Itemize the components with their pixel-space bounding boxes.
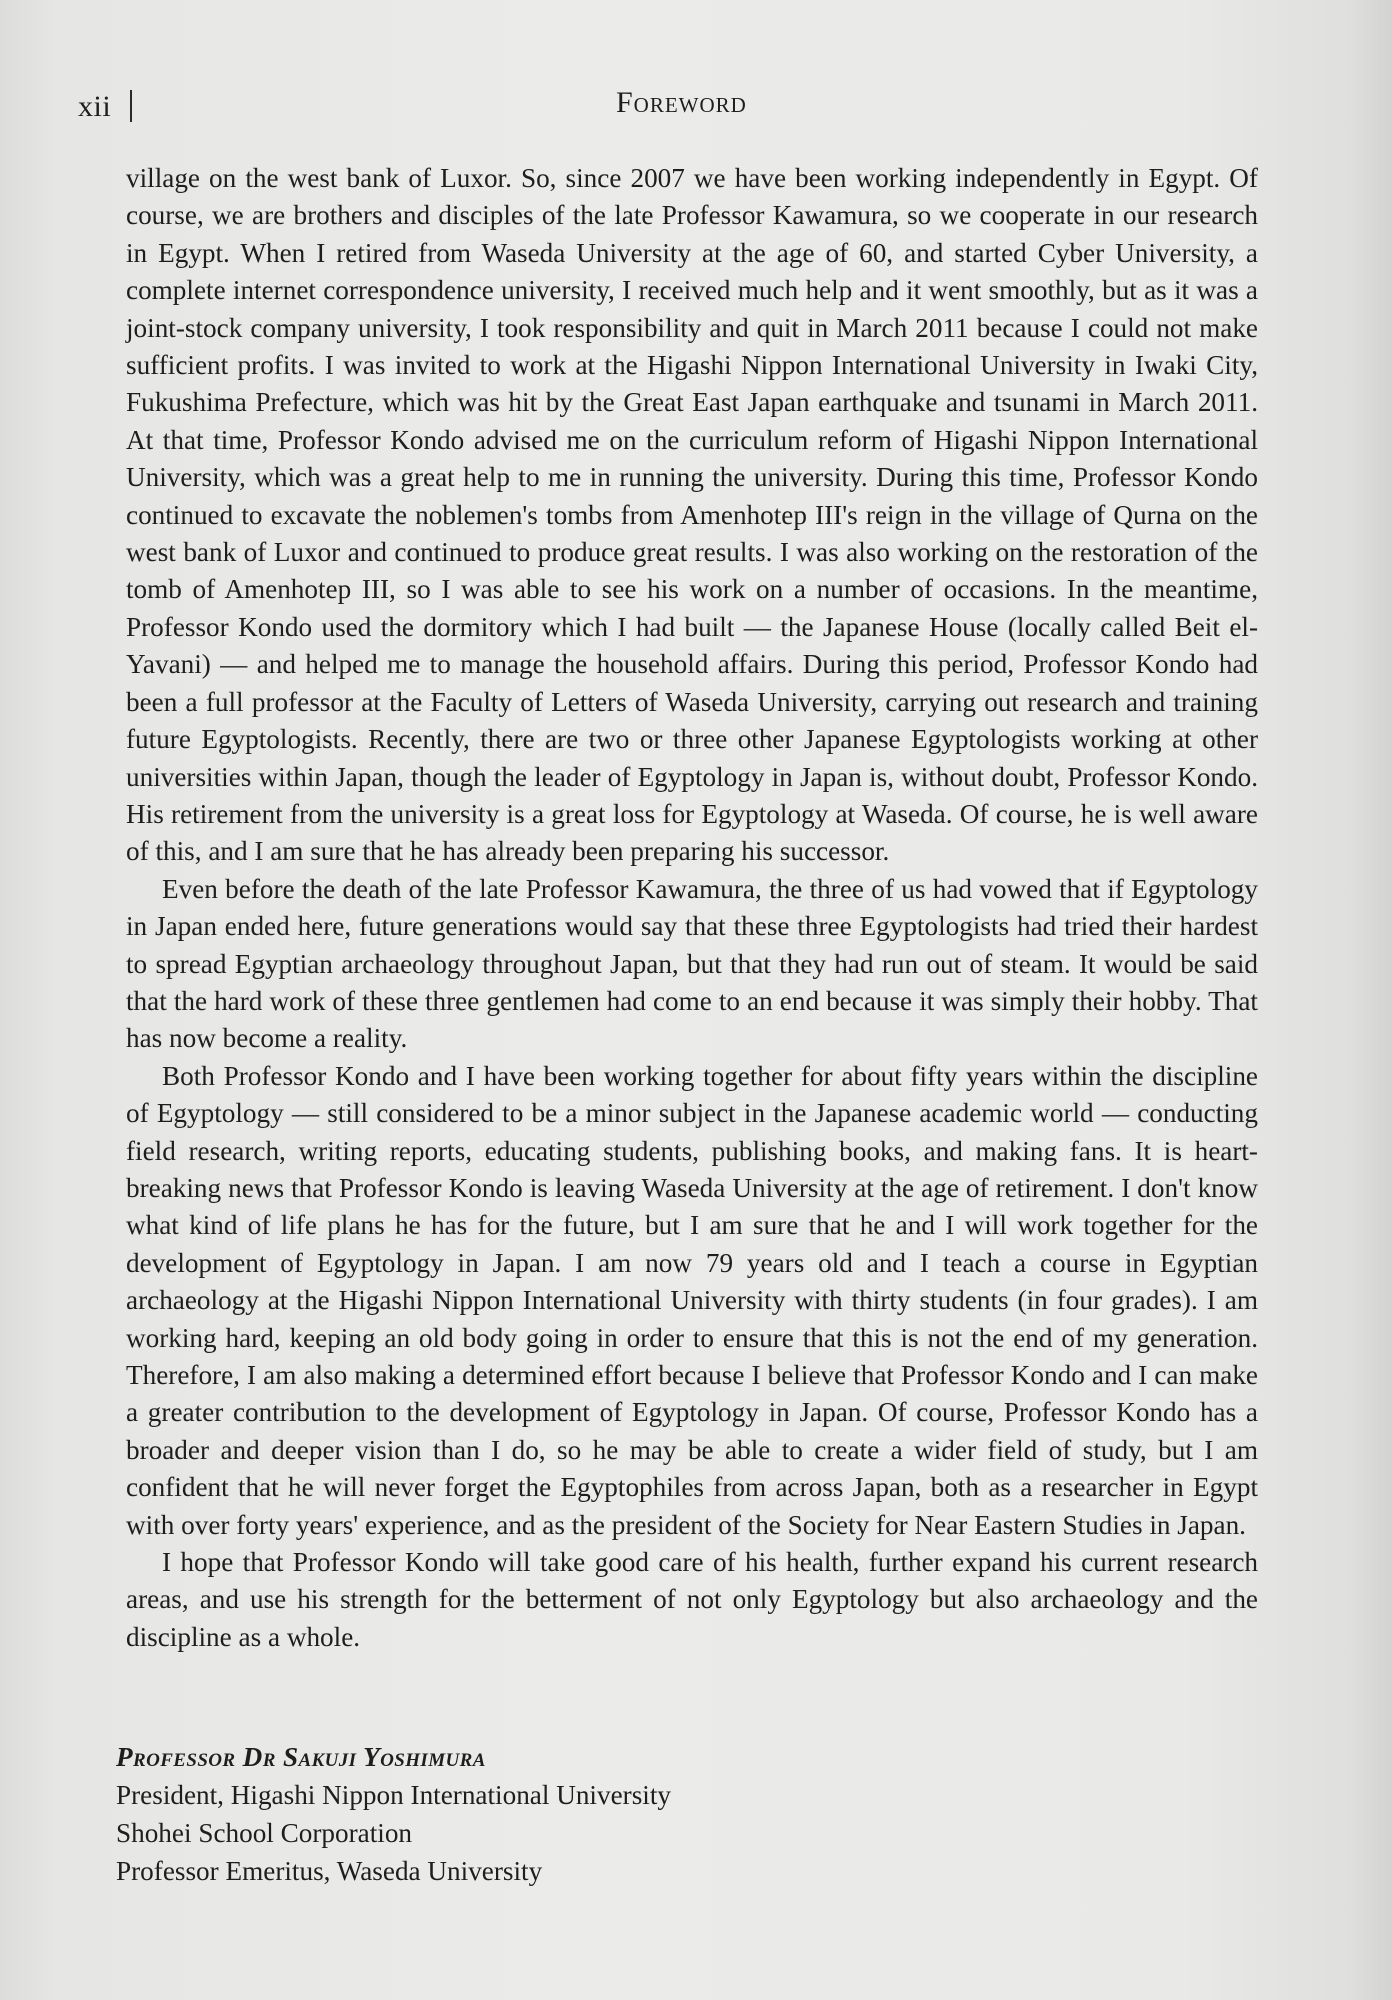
- paragraph-continued: village on the west bank of Luxor. So, since 2007 we have been working independently in Egypt. Of course, we are brothers and disciples of the late Professor Kawamura, so we cooperate in our research in Egypt. When I retired from Waseda University at the age of 60, and started Cyber University, a complete internet correspondence university, I received much help and it went smoothly, but as it was a joint-stock company university, I took responsibility and quit in March 2011 because I could not make sufficient profits. I was invited to work at the Higashi Nippon International University in Iwaki City, Fukushima Prefecture, which was hit by the Great East Japan earthquake and tsunami in March 2011. At that time, Professor Kondo advised me on the curriculum reform of Higashi Nippon International University, which was a great help to me in running the university. During this time, Professor Kondo continued to excavate the noblemen's tombs from Amenhotep III's reign in the village of Qurna on the west bank of Luxor and continued to produce great results. I was also working on the restoration of the tomb of Amenhotep III, so I was able to see his work on a number of occasions. In the meantime, Professor Kondo used the dormitory which I had built — the Japanese House (locally called Beit el-Yavani) — and helped me to manage the household affairs. During this period, Professor Kondo had been a full professor at the Faculty of Letters of Waseda University, carrying out research and training future Egyptologists. Recently, there are two or three other Japanese Egyptologists working at other universities within Japan, though the leader of Egyptology in Japan is, without doubt, Professor Kondo. His retirement from the university is a great loss for Egyptology at Waseda. Of course, he is well aware of this, and I am sure that he has already been preparing his successor.: [126, 163, 1258, 867]
- header-divider: [130, 90, 132, 122]
- signatory-name: Professor Dr Sakuji Yoshimura: [116, 1742, 486, 1772]
- paragraph: Both Professor Kondo and I have been working together for about fifty years within the discipline of Egyptology — still considered to be a minor subject in the Japanese academic world — conducting field research, writing reports, educating students, publishing books, and making fans. It is heart-breaking news that Professor Kondo is leaving Waseda University at the age of retirement. I don't know what kind of life plans he has for the future, but I am sure that he and I will work together for the development of Egyptology in Japan. I am now 79 years old and I teach a course in Egyptian archaeology at the Higashi Nippon International University with thirty students (in four grades). I am working hard, keeping an old body going in order to ensure that this is not the end of my generation. Therefore, I am also making a determined effort because I believe that Professor Kondo and I can make a greater contribution to the development of Egyptology in Japan. Of course, Professor Kondo has a broader and deeper vision than I do, so he may be able to create a wider field of study, but I am confident that he will never forget the Egyptophiles from across Japan, both as a researcher in Egypt with over forty years' experience, and as the president of the Society for Near Eastern Studies in Japan.: [126, 1060, 1258, 1540]
- signatory-title: President, Higashi Nippon International University: [116, 1780, 671, 1810]
- signatory-title: Professor Emeritus, Waseda University: [116, 1856, 543, 1886]
- running-head: [76, 84, 1316, 124]
- signature-block: [116, 1738, 1016, 1890]
- running-title: Foreword: [616, 86, 747, 119]
- paragraph: Even before the death of the late Professor Kawamura, the three of us had vowed that if Egyptology in Japan ended here, future generations would say that these three Egyptologists had tried their hardest to spread Egyptian archaeology throughout Japan, but that they had run out of steam. It would be said that the hard work of these three gentlemen had come to an end because it was simply their hobby. That has now become a reality.: [126, 873, 1258, 1054]
- page-number: xii: [78, 90, 112, 123]
- body-text: [126, 160, 1258, 1656]
- paragraph: I hope that Professor Kondo will take good care of his health, further expand his current research areas, and use his strength for the betterment of not only Egyptology but also archaeology and the discipline as a whole.: [126, 1547, 1258, 1652]
- signatory-title: Shohei School Corporation: [116, 1818, 413, 1848]
